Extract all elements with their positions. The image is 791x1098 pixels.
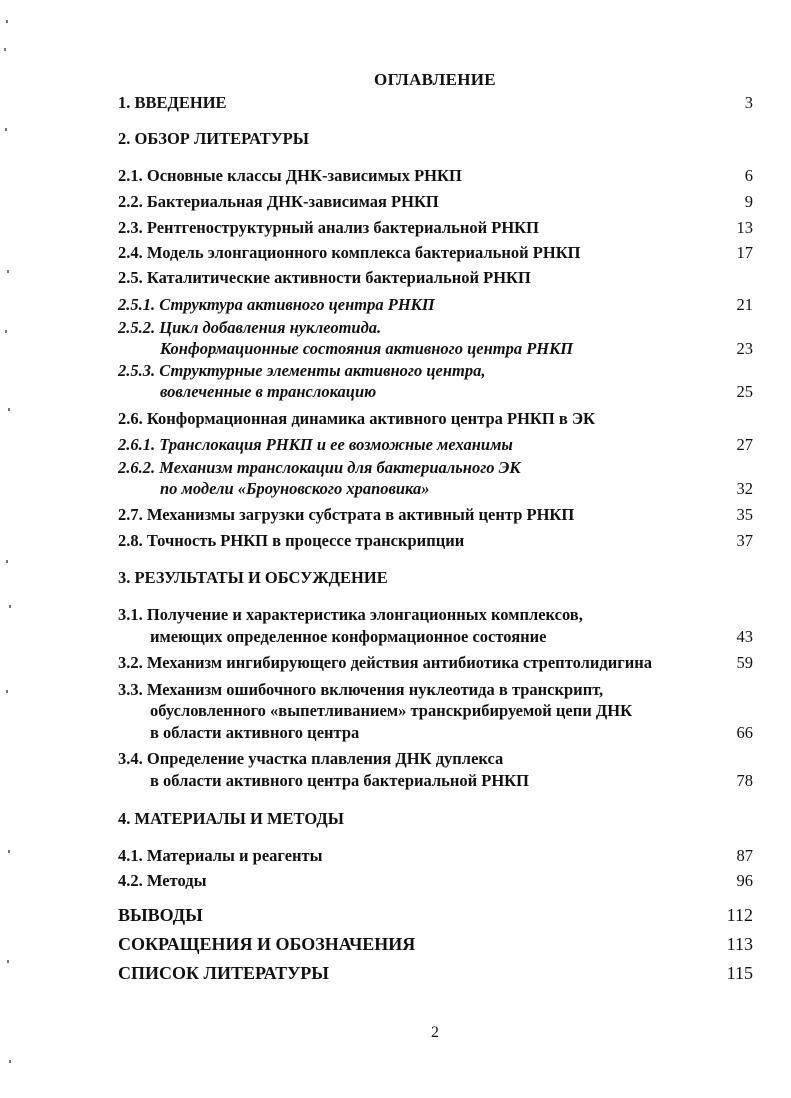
toc-entry-text: вовлеченные в транслокацию	[160, 382, 377, 401]
scan-speck	[4, 48, 6, 51]
toc-entry-text: 2.5.3. Структурные элементы активного центра,	[118, 361, 486, 380]
toc-entry-page: 37	[736, 531, 753, 550]
toc-title: ОГЛАВЛЕНИЕ	[374, 70, 496, 89]
toc-entry-text: обусловленного «выпетливанием» транскрибируемой цепи ДНК	[150, 701, 633, 720]
toc-entry-text: 3. РЕЗУЛЬТАТЫ И ОБСУЖДЕНИЕ	[118, 568, 388, 587]
toc-entry-page: 23	[736, 339, 753, 358]
scan-speck	[7, 270, 9, 273]
toc-entry-page: 35	[736, 505, 753, 524]
page-number: 2	[431, 1024, 439, 1041]
toc-entry-page: 87	[736, 846, 753, 865]
toc-entry-page: 17	[736, 243, 753, 262]
toc-entry-page: 78	[736, 771, 753, 790]
toc-entry-text: ВЫВОДЫ	[118, 905, 203, 925]
toc-entry-page: 43	[736, 627, 753, 646]
toc-entry-text: 2.3. Рентгеноструктурный анализ бактериальной РНКП	[118, 218, 539, 237]
scan-speck	[6, 560, 8, 563]
scan-speck	[9, 1060, 11, 1063]
toc-entry-text: 4.1. Материалы и реагенты	[118, 846, 323, 865]
toc-entry-text: 2.2. Бактериальная ДНК-зависимая РНКП	[118, 192, 439, 211]
toc-entry-text: имеющих определенное конформационное состояние	[150, 627, 547, 646]
toc-entry-text: по модели «Броуновского храповика»	[160, 479, 430, 498]
toc-entry-text: в области активного центра	[150, 723, 360, 742]
toc-entry-page: 96	[736, 871, 753, 890]
scan-speck	[8, 408, 10, 411]
toc-entry-page: 21	[736, 295, 753, 314]
toc-entry-page: 13	[736, 218, 753, 237]
toc-entry-text: Конформационные состояния активного центра РНКП	[160, 339, 574, 358]
toc-entry-text: 3.2. Механизм ингибирующего действия антибиотика стрептолидигина	[118, 653, 652, 672]
toc-entry-text: 2.5.2. Цикл добавления нуклеотида.	[118, 318, 382, 337]
toc-entry-text: 2.5.1. Структура активного центра РНКП	[118, 295, 435, 314]
toc-entry-text: СОКРАЩЕНИЯ И ОБОЗНАЧЕНИЯ	[118, 934, 416, 954]
toc-entry-text: 2.7. Механизмы загрузки субстрата в активный центр РНКП	[118, 505, 575, 524]
toc-entry-text: 2.4. Модель элонгационного комплекса бактериальной РНКП	[118, 243, 581, 262]
scan-speck	[9, 605, 11, 608]
toc-entry-text: 3.3. Механизм ошибочного включения нуклеотида в транскрипт,	[118, 680, 604, 699]
toc-entry-page: 59	[736, 653, 753, 672]
toc-entry-text: в области активного центра бактериальной РНКП	[150, 771, 529, 790]
toc-entry-page: 66	[736, 723, 753, 742]
toc-entry-text: 1. ВВЕДЕНИЕ	[118, 93, 227, 112]
scan-speck	[6, 20, 8, 23]
toc-entry-page: 9	[744, 192, 753, 211]
toc-entry-text: 3.1. Получение и характеристика элонгационных комплексов,	[118, 605, 583, 624]
toc-entry-text: 2. ОБЗОР ЛИТЕРАТУРЫ	[118, 129, 309, 148]
toc-entry-text: 2.6.1. Транслокация РНКП и ее возможные механимы	[118, 435, 513, 454]
scan-speck	[8, 850, 10, 853]
toc-entry-text: 2.5. Каталитические активности бактериальной РНКП	[118, 268, 531, 287]
scan-speck	[6, 690, 8, 693]
toc-entry-page: 112	[726, 905, 753, 925]
toc-entry-text: 4. МАТЕРИАЛЫ И МЕТОДЫ	[118, 809, 344, 828]
toc-entry-text: 4.2. Методы	[118, 871, 207, 890]
toc-entry-page: 113	[726, 934, 753, 954]
toc-entry-text: 2.1. Основные классы ДНК-зависимых РНКП	[118, 166, 462, 185]
toc-entry-text: СПИСОК ЛИТЕРАТУРЫ	[118, 963, 329, 983]
scan-speck	[7, 960, 9, 963]
toc-entry-page: 3	[744, 93, 753, 112]
toc-entry-text: 3.4. Определение участка плавления ДНК дуплекса	[118, 749, 504, 768]
toc-entry-page: 6	[744, 166, 753, 185]
scan-speck	[5, 128, 7, 131]
toc-entry-page: 115	[726, 963, 753, 983]
toc-entry-page: 27	[736, 435, 753, 454]
toc-entry-text: 2.6. Конформационная динамика активного центра РНКП в ЭК	[118, 409, 596, 428]
toc-entry-text: 2.8. Точность РНКП в процессе транскрипции	[118, 531, 465, 550]
toc-entry-text: 2.6.2. Механизм транслокации для бактериального ЭК	[118, 458, 521, 477]
toc-entry-page: 25	[736, 382, 753, 401]
scan-speck	[5, 330, 7, 333]
toc-entry-page: 32	[736, 479, 753, 498]
